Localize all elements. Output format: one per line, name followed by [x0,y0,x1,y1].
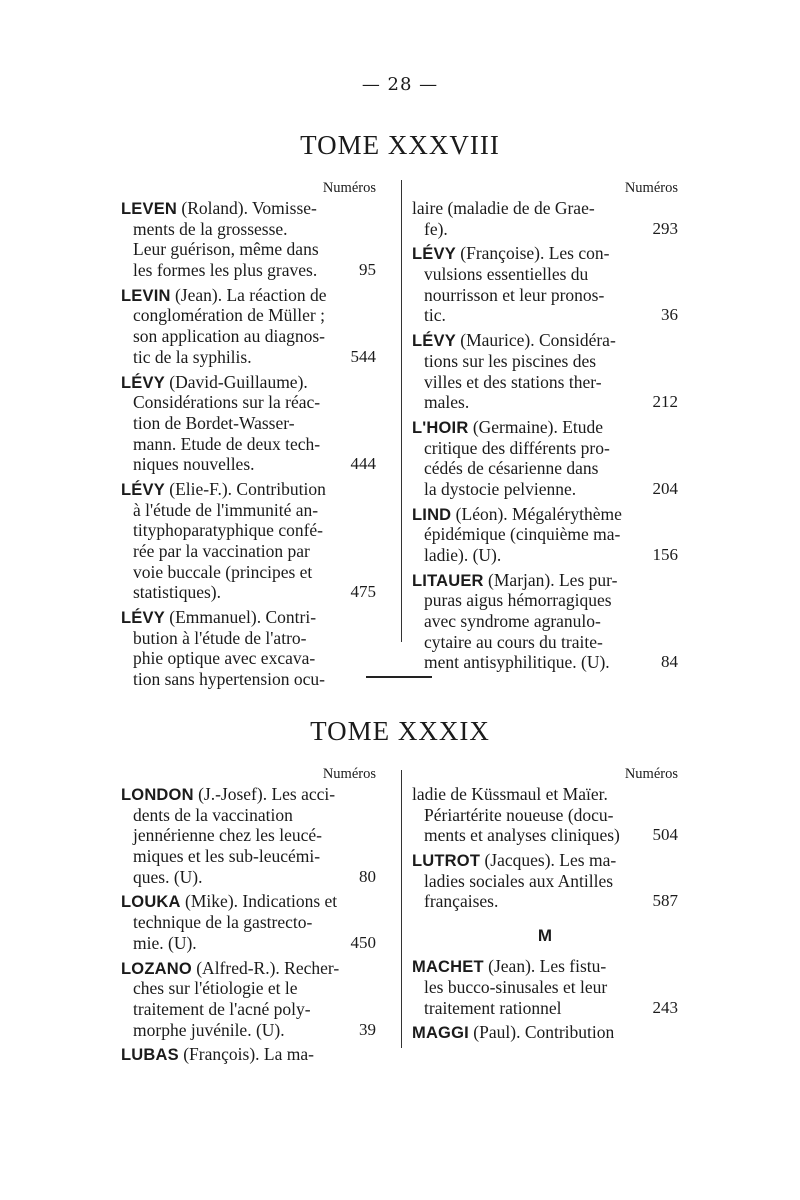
entry-text: Leur guérison, même dans [133,239,319,260]
entry-line [121,454,376,475]
author-name: LÉVY [121,609,165,628]
entry-line [121,392,376,413]
thesis-number: 444 [350,454,376,474]
entry-line [121,933,376,954]
column-divider [401,770,402,1048]
entry-text: puras aigus hémorragiques [424,590,612,611]
entry-text: (J.-Josef). Les acci- [193,784,336,804]
entry-line [412,351,678,372]
entry-line [412,372,678,393]
entry-text: (Roland). Vomisse- [177,198,317,218]
entry-text: (Germaine). Etude [468,416,604,437]
entry-line [412,956,678,977]
entry-line [121,784,376,805]
entry-line [412,305,678,326]
entry-text: (Jean). Les fistu- [483,956,607,977]
index-entry [412,956,678,1018]
entry-line [412,977,678,998]
page-number: — 28 — [361,74,439,95]
entry-line [412,545,678,566]
index-entry [121,607,376,690]
numeros-header: Numéros [624,180,678,196]
entry-line [121,805,376,826]
section-title-tome-xxxviii: TOME XXXVIII [300,130,500,160]
entry-text: ches sur l'étiologie et le [133,978,298,999]
entry-text: fe). [424,218,448,239]
author-name: MAGGI [412,1024,469,1043]
entry-text: voie buccale (principes et [133,561,313,582]
entry-text: les bucco-sinusales et leur [424,976,608,997]
index-entry [121,1044,376,1065]
entry-line [412,392,678,413]
entry-text: morphe juvénile. (U). [133,1019,285,1040]
entry-text: laire (maladie de de Grae- [412,198,595,218]
thesis-number: 293 [652,218,678,238]
entry-line [412,479,678,500]
entry-text: bution à l'étude de l'atro- [133,627,307,648]
section-separator [366,676,432,678]
entry-line [412,417,678,438]
entry-line [412,891,678,912]
entry-line [121,541,376,562]
entry-line [412,438,678,459]
entry-text: vulsions essentielles du [424,264,589,285]
index-entry [412,1022,678,1043]
entry-line [412,570,678,591]
thesis-number: 243 [652,997,678,1017]
entry-line [412,632,678,653]
entry-line [121,285,376,306]
entry-line [121,372,376,393]
entry-text: (Emmanuel). Contri- [164,607,317,628]
entry-text: Considérations sur la réac- [133,392,321,413]
entry-text: statistiques). [133,582,221,603]
index-entry [121,479,376,603]
thesis-number: 95 [359,260,376,280]
entry-line [412,1022,678,1043]
entry-text: (Mike). Indications et [180,891,338,912]
entry-text: males. [424,392,470,413]
entry-text: tion de Bordet-Wasser- [133,412,295,433]
thesis-number: 212 [652,392,678,412]
index-entry [412,850,678,912]
entry-line [412,998,678,1019]
thesis-number: 587 [652,891,678,911]
entry-line [412,871,678,892]
entry-line [121,628,376,649]
entry-line [412,850,678,871]
entry-line [121,219,376,240]
entry-text: (Jean). La réaction de [170,284,327,305]
entry-text: critique des différents pro- [424,437,610,458]
thesis-number: 544 [350,346,376,366]
author-name: LUTROT [412,852,481,871]
entry-line [412,524,678,545]
author-name: LOZANO [121,959,192,978]
entry-line [121,978,376,999]
entry-text: villes et des stations ther- [424,371,602,392]
section-2-left-column [121,764,376,1069]
entry-line [121,999,376,1020]
author-name: MACHET [412,958,484,977]
alphabet-letter-heading: M [537,926,553,946]
entry-text: (Françoise). Les con- [455,243,610,264]
entry-line [412,219,678,240]
entry-line [121,260,376,281]
entry-text: traitement rationnel [424,997,562,1018]
entry-line [412,285,678,306]
entry-line [121,239,376,260]
thesis-number: 80 [359,866,376,886]
entry-text: conglomération de Müller ; [133,305,325,326]
author-name: LEVEN [121,200,178,218]
entry-text: (Paul). Contribution [468,1022,615,1043]
author-name: LUBAS [121,1046,179,1065]
entry-line [121,912,376,933]
entry-text: tion sans hypertension ocu- [133,669,325,690]
entry-line [412,805,678,826]
entry-text: Périartérite noueuse (docu- [424,804,614,825]
entry-text: à l'étude de l'immunité an- [133,499,319,520]
index-entry [121,372,376,475]
author-name: LÉVY [121,480,165,499]
entry-line [412,784,678,805]
entry-text: cytaire au cours du traite- [424,631,603,652]
entry-text: (Léon). Mégalérythème [451,503,622,524]
entry-text: tic de la syphilis. [133,346,252,367]
entry-text: jennérienne chez les leucé- [133,825,322,846]
entry-text: ladie de Küssmaul et Maïer. [412,784,608,804]
index-entry [412,417,678,500]
section-title-tome-xxxix: TOME XXXIX [310,716,490,746]
entry-line [121,958,376,979]
entry-line [121,891,376,912]
entry-text: la dystocie pelvienne. [424,478,577,499]
index-entry [412,504,678,566]
entry-text: (Maurice). Considéra- [455,330,616,351]
entry-line [121,326,376,347]
entry-line [121,825,376,846]
section-1-left-column [121,178,376,694]
entry-line [121,669,376,690]
entry-line [412,504,678,525]
entry-text: (Alfred-R.). Recher- [191,957,340,978]
entry-text: épidémique (cinquième ma- [424,524,621,545]
numeros-header: Numéros [624,766,678,782]
entry-text: (Jacques). Les ma- [480,850,617,871]
author-name: LIND [412,505,452,524]
entry-text: (Elie-F.). Contribution [164,478,326,499]
entry-text: tions sur les piscines des [424,350,597,371]
index-entry [121,891,376,953]
entry-text: avec syndrome agranulo- [424,611,601,632]
entry-text: technique de la gastrecto- [133,912,313,933]
entry-line [121,500,376,521]
entry-line [121,1020,376,1041]
entry-line [412,198,678,219]
thesis-number: 504 [652,825,678,845]
entry-text: rée par la vaccination par [133,541,310,561]
section-2-right-column [412,764,678,1047]
entry-text: son application au diagnos- [133,326,325,347]
entry-text: ques. (U). [133,866,203,887]
section-1-right-column [412,178,678,677]
author-name: LÉVY [412,245,456,264]
entry-line [412,590,678,611]
entry-text: miques et les sub-leucémi- [133,846,321,867]
thesis-number: 84 [661,652,678,672]
entry-line [412,825,678,846]
author-name: LEVIN [121,286,171,305]
entry-line [121,648,376,669]
entry-text: ments et analyses cliniques) [424,825,620,846]
entry-text: (François). La ma- [178,1044,314,1065]
entry-line [121,198,376,219]
entry-line [412,611,678,632]
entry-text: niques nouvelles. [133,454,255,475]
entry-text: tic. [424,305,446,326]
thesis-number: 204 [652,478,678,498]
index-entry [121,198,376,281]
thesis-number: 39 [359,1019,376,1039]
entry-text: ladie). (U). [424,545,502,565]
index-entry [412,198,678,239]
entry-line [121,867,376,888]
column-divider [401,180,402,642]
entry-text: mie. (U). [133,932,197,953]
index-entry [412,330,678,413]
entry-text: nourrisson et leur pronos- [424,284,605,305]
entry-line [121,582,376,603]
entry-text: françaises. [424,891,499,912]
entry-line [121,305,376,326]
entry-line [412,458,678,479]
entry-text: phie optique avec excava- [133,648,316,669]
entry-text: ment antisyphilitique. (U). [424,652,610,673]
author-name: LITAUER [412,571,484,590]
index-entry [121,784,376,887]
entry-line [412,243,678,264]
entry-line [412,330,678,351]
index-entry [121,958,376,1041]
entry-line [121,479,376,500]
author-name: LÉVY [121,373,165,392]
entry-text: ladies sociales aux Antilles [424,870,614,891]
entry-text: les formes les plus graves. [133,260,318,281]
index-entry [412,243,678,326]
entry-line [121,434,376,455]
index-entry [121,285,376,368]
numeros-header: Numéros [322,180,376,196]
index-entry [412,570,678,673]
entry-text: ments de la grossesse. [133,218,288,239]
entry-line [121,562,376,583]
numeros-header: Numéros [322,766,376,782]
entry-text: cédés de césarienne dans [424,458,599,479]
thesis-number: 36 [661,305,678,325]
author-name: LÉVY [412,332,456,351]
entry-text: tityphoparatyphique confé- [133,520,324,541]
entry-line [121,520,376,541]
index-entry [412,784,678,846]
thesis-number: 450 [350,932,376,952]
entry-line [412,264,678,285]
author-name: L'HOIR [412,418,469,437]
entry-text: (David-Guillaume). [164,371,308,392]
author-name: LOUKA [121,893,181,912]
entry-line [121,413,376,434]
entry-line [121,347,376,368]
author-name: LONDON [121,786,194,804]
entry-line [121,846,376,867]
entry-line [412,652,678,673]
entry-text: dents de la vaccination [133,804,293,825]
entry-text: (Marjan). Les pur- [483,569,618,590]
entry-line [121,1044,376,1065]
thesis-number: 156 [652,545,678,564]
entry-text: traitement de l'acné poly- [133,998,311,1019]
thesis-number: 475 [350,582,376,602]
entry-text: mann. Etude de deux tech- [133,433,321,454]
entry-line [121,607,376,628]
